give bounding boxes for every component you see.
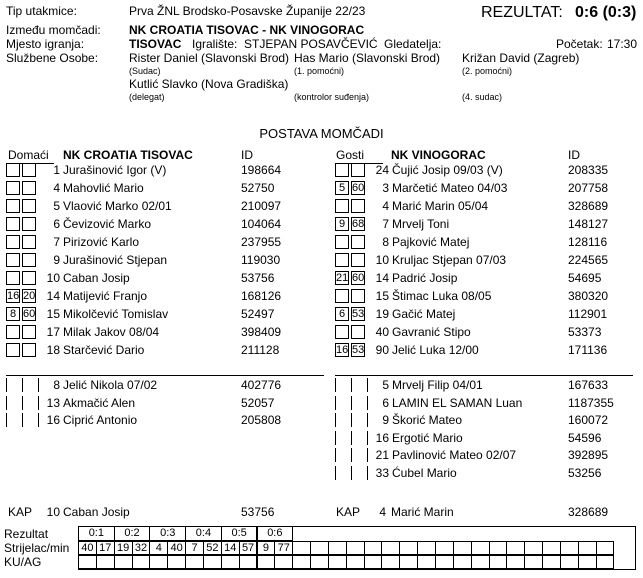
between-value: NK CROATIA TISOVAC - NK VINOGORAC xyxy=(129,23,365,37)
result-label: REZULTAT: xyxy=(481,4,563,21)
home-subs-top-line xyxy=(6,375,54,376)
start-label: Početak: xyxy=(556,37,603,51)
spectators-label: Gledatelja: xyxy=(384,37,442,51)
home-starter-box-2 xyxy=(22,181,36,195)
home-captain-id: 53756 xyxy=(241,505,275,519)
away-starter-number: 14 xyxy=(375,271,389,285)
goal-kuag-cell xyxy=(399,555,418,569)
away-sub-name: Škorić Mateo xyxy=(392,413,463,427)
home-sub-box-right xyxy=(38,396,39,410)
home-starter-id: 211128 xyxy=(241,343,280,357)
away-sub-box-left xyxy=(335,396,336,410)
away-subs-separator xyxy=(383,375,633,376)
goal-kuag-cell xyxy=(132,555,151,569)
home-starter-number: 18 xyxy=(46,343,60,357)
home-starter-number: 14 xyxy=(46,289,60,303)
home-starter-name: Matijević Franjo xyxy=(63,289,148,303)
home-sub-name: Jelić Nikola 07/02 xyxy=(63,378,158,392)
goal-scorer-cell xyxy=(399,541,418,555)
home-starter-box-1 xyxy=(6,253,20,267)
away-starter-name: Padrić Josip xyxy=(392,271,458,285)
home-starter-box-1 xyxy=(6,325,20,339)
away-starter-box-1 xyxy=(335,253,349,267)
away-starter-box-1: 6 xyxy=(335,307,349,321)
official-assistant1-name: Has Mario (Slavonski Brod) xyxy=(294,51,441,65)
home-starter-name: Vlaović Marko 02/01 xyxy=(63,199,172,213)
home-starter-box-2 xyxy=(22,235,36,249)
home-starter-id: 237955 xyxy=(241,235,282,249)
home-starter-box-1 xyxy=(6,271,20,285)
away-starter-number: 40 xyxy=(375,325,389,339)
goal-kuag-cell xyxy=(381,555,400,569)
goal-kuag-cell xyxy=(78,555,97,569)
away-sub-number: 5 xyxy=(382,378,389,392)
away-captain-name: Marić Marin xyxy=(391,505,454,519)
away-starter-name: Gavranić Stipo xyxy=(392,325,471,339)
away-starter-number: 8 xyxy=(382,235,389,249)
goal-minute-cell: 77 xyxy=(274,541,293,555)
goal-kuag-cell xyxy=(560,555,579,569)
home-sub-id: 205808 xyxy=(241,413,282,427)
home-sub-box-mid xyxy=(22,413,23,427)
away-sub-box-mid xyxy=(351,413,352,427)
goal-kuag-cell xyxy=(489,555,508,569)
goal-scorer-cell: 4 xyxy=(149,541,168,555)
away-starter-id: 54695 xyxy=(568,271,602,285)
home-starter-name: Starčević Dario xyxy=(63,343,145,357)
away-sub-id: 54596 xyxy=(568,430,602,445)
away-starter-id: 207758 xyxy=(568,181,609,195)
home-starter-name: Milak Jakov 08/04 xyxy=(63,325,160,339)
away-sub-id: 160072 xyxy=(568,413,609,427)
officials-label: Službene Osobe: xyxy=(6,51,99,65)
away-starter-id: 112901 xyxy=(568,307,608,321)
home-starter-box-2: 20 xyxy=(23,290,36,302)
away-sub-box-right xyxy=(367,466,368,480)
away-sub-box-right xyxy=(367,413,368,427)
home-sub-box-left xyxy=(6,413,7,427)
away-sub-name: Pavlinović Mateo 02/07 xyxy=(392,448,517,462)
goal-scorer-cell xyxy=(364,541,383,555)
away-sub-box-mid xyxy=(351,466,352,480)
away-starter-number: 4 xyxy=(382,199,389,213)
goal-kuag-cell xyxy=(506,555,525,569)
match-type-value: Prva ŽNL Brodsko-Posavske Županije 22/23 xyxy=(129,4,366,18)
goal-kuag-cell xyxy=(542,555,561,569)
home-starter-box-2 xyxy=(22,253,36,267)
away-id-label: ID xyxy=(568,148,580,162)
start-value: 17:30 xyxy=(607,37,638,51)
away-sub-name: Mrvelj Filip 04/01 xyxy=(392,378,483,392)
away-starter-box-1 xyxy=(335,235,349,249)
goal-scorer-cell xyxy=(292,541,311,555)
goal-kuag-cell xyxy=(471,555,490,569)
goal-minute-cell xyxy=(381,541,400,555)
away-captain-label: KAP xyxy=(336,505,361,519)
result-value: 0:6 (0:3) xyxy=(575,4,637,21)
official-assistant2-name: Križan David (Zagreb) xyxy=(462,51,580,65)
goal-score-cell: 0:1 xyxy=(78,527,115,541)
goal-kuag-cell xyxy=(203,555,222,569)
goal-kuag-cell xyxy=(257,555,276,569)
away-starter-id: 148127 xyxy=(568,217,609,231)
away-sub-number: 33 xyxy=(375,465,389,480)
away-starter-number: 24 xyxy=(375,163,389,177)
goal-minute-cell: 40 xyxy=(167,541,186,555)
home-starter-number: 15 xyxy=(46,307,60,321)
goal-minute-cell xyxy=(560,541,579,555)
goal-score-cell: 0:4 xyxy=(185,527,222,541)
home-sub-box-left xyxy=(6,396,7,410)
away-starter-box-2 xyxy=(351,289,365,303)
away-starter-id: 171136 xyxy=(568,343,608,357)
home-captain-number: 10 xyxy=(46,505,60,519)
away-sub-name: Ćubel Mario xyxy=(392,465,457,480)
away-starter-box-2: 53 xyxy=(352,344,365,356)
home-sub-id: 402776 xyxy=(241,378,282,392)
goal-scorer-cell: 19 xyxy=(114,541,133,555)
home-starter-id: 398409 xyxy=(241,325,282,339)
away-sub-box-right xyxy=(367,448,368,462)
home-captain-name: Caban Josip xyxy=(63,505,130,519)
home-starter-name: Jurašinović Igor (V) xyxy=(63,163,167,177)
away-captain-number: 4 xyxy=(379,505,386,519)
home-starter-box-2 xyxy=(22,271,36,285)
home-team-name: NK CROATIA TISOVAC xyxy=(63,148,193,162)
goal-scorer-cell xyxy=(542,541,561,555)
home-starter-box-1 xyxy=(6,181,20,195)
home-starter-id: 210097 xyxy=(241,199,282,213)
away-sub-box-left xyxy=(335,466,336,480)
goal-kuag-cell xyxy=(578,555,597,569)
goal-kuag-cell xyxy=(310,555,329,569)
away-starter-box-2: 60 xyxy=(352,182,365,194)
goal-scorer-cell: 9 xyxy=(257,541,276,555)
away-starter-name: Marić Marin 05/04 xyxy=(392,199,489,213)
away-starter-number: 90 xyxy=(375,343,389,357)
away-starter-number: 3 xyxy=(382,181,389,195)
away-starter-box-2: 53 xyxy=(352,308,365,320)
away-starter-box-1 xyxy=(335,163,349,177)
away-starter-name: Jelić Luka 12/00 xyxy=(392,343,479,357)
away-starter-number: 7 xyxy=(382,217,389,231)
official-controller-role: (kontrolor suđenja) xyxy=(294,92,370,102)
goal-scorer-cell xyxy=(578,541,597,555)
lineup-title: POSTAVA MOMČADI xyxy=(259,126,384,141)
home-sub-id: 52057 xyxy=(241,395,275,410)
home-starter-number: 4 xyxy=(53,181,60,195)
away-starter-box-2 xyxy=(351,235,365,249)
away-sub-box-right xyxy=(367,431,368,445)
away-starter-id: 328689 xyxy=(568,199,609,213)
away-starter-number: 15 xyxy=(375,289,389,303)
away-sub-box-left xyxy=(335,431,336,445)
home-starter-box-2 xyxy=(22,325,36,339)
goal-kuag-cell xyxy=(274,555,293,569)
away-starter-box-1: 5 xyxy=(335,181,349,195)
home-starter-box-1: 8 xyxy=(6,307,20,321)
away-starter-box-1: 16 xyxy=(336,344,349,356)
away-starter-name: Kruljac Stjepan 07/03 xyxy=(392,253,507,267)
home-starter-number: 10 xyxy=(46,271,60,285)
home-sub-number: 16 xyxy=(46,413,60,427)
home-starter-name: Čevizović Marko xyxy=(63,217,152,231)
goal-minute-cell: 17 xyxy=(96,541,115,555)
goal-kuag-cell xyxy=(453,555,472,569)
goal-minute-cell xyxy=(310,541,329,555)
goal-scorer-cell xyxy=(435,541,454,555)
away-starter-number: 10 xyxy=(375,253,389,267)
home-starter-box-1 xyxy=(6,343,20,357)
goal-kuag-cell xyxy=(328,555,347,569)
home-starter-id: 104064 xyxy=(241,217,282,231)
home-sub-box-left xyxy=(6,378,7,392)
goal-scorer-cell xyxy=(471,541,490,555)
away-sub-box-right xyxy=(367,378,368,392)
home-sub-box-mid xyxy=(22,396,23,410)
goal-score-cell: 0:3 xyxy=(149,527,186,541)
away-sub-id: 53256 xyxy=(568,465,602,480)
home-starter-box-2: 60 xyxy=(23,308,36,320)
home-sub-box-mid xyxy=(22,378,23,392)
away-starter-id: 53373 xyxy=(568,325,602,339)
home-starter-number: 6 xyxy=(53,217,60,231)
goal-kuag-cell xyxy=(96,555,115,569)
goal-kuag-cell xyxy=(167,555,186,569)
away-starter-name: Čujić Josip 09/03 (V) xyxy=(392,163,503,177)
official-assistant1-role: (1. pomoćni) xyxy=(294,66,345,76)
away-starter-name: Pajković Matej xyxy=(392,235,470,249)
official-referee-name: Rister Daniel (Slavonski Brod) xyxy=(129,51,290,65)
away-sub-number: 16 xyxy=(375,430,389,445)
away-starter-box-2 xyxy=(351,325,365,339)
away-starter-name: Štimac Luka 08/05 xyxy=(392,289,492,303)
goal-minute-cell xyxy=(346,541,365,555)
home-starter-box-1: 16 xyxy=(7,290,20,302)
away-starter-box-1 xyxy=(335,325,349,339)
goals-scorer-label: Strijelac/min xyxy=(4,541,70,555)
home-starter-id: 52750 xyxy=(241,181,275,195)
home-id-label: ID xyxy=(241,148,253,162)
away-starter-id: 224565 xyxy=(568,253,609,267)
away-sub-box-right xyxy=(367,396,368,410)
away-team-name: NK VINOGORAC xyxy=(391,148,486,162)
away-starter-name: Marčetić Mateo 04/03 xyxy=(392,181,508,195)
goal-kuag-cell xyxy=(149,555,168,569)
home-starter-box-1 xyxy=(6,235,20,249)
away-starter-name: Gačić Matej xyxy=(392,307,456,321)
home-starter-number: 1 xyxy=(53,163,60,177)
away-sub-number: 21 xyxy=(375,448,389,462)
away-subs-top-line xyxy=(335,375,383,376)
goal-minute-cell xyxy=(417,541,436,555)
home-sub-name: Ciprić Antonio xyxy=(63,413,138,427)
home-sub-box-right xyxy=(38,413,39,427)
goal-scorer-cell: 40 xyxy=(78,541,97,555)
official-assistant2-role: (2. pomoćni) xyxy=(462,66,513,76)
goal-kuag-cell xyxy=(292,555,311,569)
goal-scorer-cell xyxy=(506,541,525,555)
away-sub-box-left xyxy=(335,378,336,392)
home-starter-id: 119030 xyxy=(241,253,281,267)
away-starter-box-2 xyxy=(351,199,365,213)
away-sub-number: 9 xyxy=(382,413,389,427)
away-captain-id: 328689 xyxy=(568,505,609,519)
home-starter-box-2 xyxy=(22,163,36,177)
between-label: Između momčadi: xyxy=(6,23,101,37)
home-starter-box-2 xyxy=(22,217,36,231)
away-starter-box-1: 9 xyxy=(335,217,349,231)
place-value: TISOVAC xyxy=(129,37,182,51)
goal-scorer-cell: 14 xyxy=(221,541,240,555)
home-starter-name: Caban Josip xyxy=(63,271,130,285)
official-referee-role: (Sudac) xyxy=(129,66,161,76)
home-starter-box-1 xyxy=(6,163,20,177)
place-label: Mjesto igranja: xyxy=(6,37,85,51)
away-sub-number: 6 xyxy=(382,395,389,410)
away-col-label: Gosti xyxy=(336,148,365,162)
home-starter-id: 52497 xyxy=(241,307,275,321)
away-starter-box-2 xyxy=(351,253,365,267)
goal-kuag-cell xyxy=(239,555,258,569)
away-starter-number: 19 xyxy=(375,307,389,321)
home-captain-label: KAP xyxy=(8,505,33,519)
away-starter-box-2 xyxy=(351,163,365,177)
away-sub-id: 167633 xyxy=(568,378,609,392)
goal-minute-cell: 52 xyxy=(203,541,222,555)
goal-minute-cell xyxy=(489,541,508,555)
home-starter-box-1 xyxy=(6,217,20,231)
away-starter-box-1 xyxy=(335,289,349,303)
away-starter-id: 128116 xyxy=(568,235,608,249)
away-starter-box-1 xyxy=(335,199,349,213)
home-starter-number: 17 xyxy=(46,325,60,339)
official-delegate-role: (delegat) xyxy=(129,92,165,102)
away-sub-box-mid xyxy=(351,378,352,392)
home-sub-number: 13 xyxy=(46,395,60,410)
goal-score-cell: 0:2 xyxy=(114,527,151,541)
home-starter-number: 7 xyxy=(53,235,60,249)
away-starter-name: Mrvelj Toni xyxy=(392,217,450,231)
home-starter-name: Mahovlić Mario xyxy=(63,181,144,195)
goal-kuag-cell xyxy=(596,555,615,569)
home-sub-number: 8 xyxy=(53,378,60,392)
goals-kuag-label: KU/AG xyxy=(4,555,42,569)
goal-minute-cell xyxy=(596,541,615,555)
away-sub-box-left xyxy=(335,413,336,427)
away-starter-box-1: 21 xyxy=(336,272,349,284)
home-sub-box-right xyxy=(38,378,39,392)
home-starter-name: Pirizović Karlo xyxy=(63,235,140,249)
goal-kuag-cell xyxy=(221,555,240,569)
home-col-label: Domaći xyxy=(8,148,49,162)
away-sub-id: 1187355 xyxy=(568,395,614,410)
away-sub-id: 392895 xyxy=(568,448,609,462)
pitch-value: STJEPAN POSAVČEVIĆ xyxy=(244,37,378,51)
home-starter-id: 168126 xyxy=(241,289,282,303)
official-fourth-role: (4. sudac) xyxy=(462,92,503,102)
away-starter-id: 208335 xyxy=(568,163,609,177)
goals-result-label: Rezultat xyxy=(4,527,49,541)
goal-kuag-cell xyxy=(185,555,204,569)
goal-scorer-cell: 7 xyxy=(185,541,204,555)
home-sub-name: Akmačić Alen xyxy=(63,395,136,410)
goal-score-cell: 0:6 xyxy=(257,527,294,541)
away-starter-box-2: 68 xyxy=(352,218,365,230)
home-subs-separator xyxy=(54,375,324,376)
goal-minute-cell: 32 xyxy=(132,541,151,555)
home-starter-box-2 xyxy=(22,199,36,213)
home-starter-name: Jurašinović Stjepan xyxy=(63,253,168,267)
goal-kuag-cell xyxy=(114,555,133,569)
home-starter-box-1 xyxy=(6,199,20,213)
goal-score-cell: 0:5 xyxy=(221,527,258,541)
away-sub-name: LAMIN EL SAMAN Luan xyxy=(392,395,523,410)
goal-kuag-cell xyxy=(346,555,365,569)
home-starter-name: Mikolčević Tomislav xyxy=(63,307,169,321)
goal-kuag-cell xyxy=(364,555,383,569)
goal-minute-cell: 57 xyxy=(239,541,258,555)
match-type-label: Tip utakmice: xyxy=(6,4,77,18)
away-sub-box-mid xyxy=(351,431,352,445)
pitch-label: Igralište: xyxy=(192,37,238,51)
away-sub-box-left xyxy=(335,448,336,462)
goal-minute-cell xyxy=(524,541,543,555)
away-sub-box-mid xyxy=(351,396,352,410)
goal-scorer-cell xyxy=(328,541,347,555)
goal-kuag-cell xyxy=(417,555,436,569)
goal-kuag-cell xyxy=(435,555,454,569)
away-sub-name: Ergotić Mario xyxy=(392,430,463,445)
home-starter-number: 5 xyxy=(53,199,60,213)
home-starter-number: 9 xyxy=(53,253,60,267)
official-delegate-name: Kutlić Slavko (Nova Gradiška) xyxy=(129,77,289,91)
away-sub-box-mid xyxy=(351,448,352,462)
away-starter-box-2: 60 xyxy=(352,272,365,284)
away-starter-id: 380320 xyxy=(568,289,609,303)
home-starter-box-2 xyxy=(22,343,36,357)
goal-kuag-cell xyxy=(524,555,543,569)
home-starter-id: 198664 xyxy=(241,163,282,177)
home-starter-id: 53756 xyxy=(241,271,275,285)
goal-minute-cell xyxy=(453,541,472,555)
